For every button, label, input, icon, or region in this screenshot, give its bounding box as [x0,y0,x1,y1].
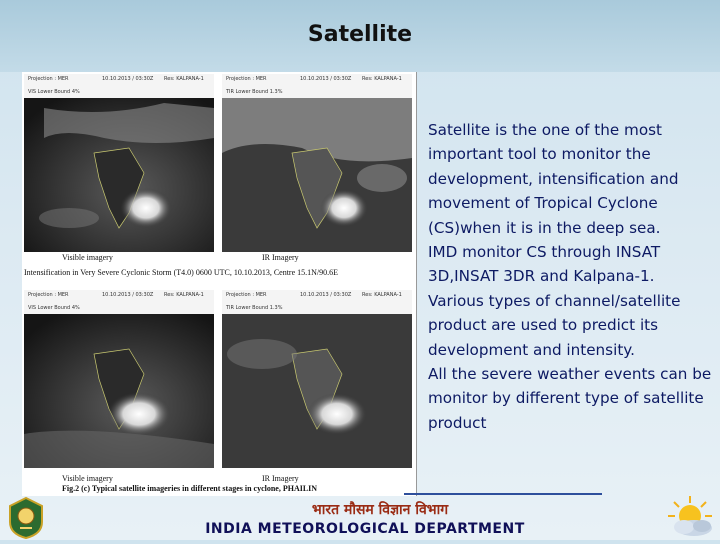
paragraph: Various types of channel/satellite product are used to predict its development and intensity. [428,291,681,359]
department-name: INDIA METEOROLOGICAL DEPARTMENT [205,521,525,537]
panel-band: VIS Lower Bound 4% [28,89,80,95]
sun-cloud-icon [660,494,720,540]
panel-band: TIR Lower Bound 1.3% [226,89,283,95]
satellite-image [222,314,412,468]
panel-band: VIS Lower Bound 4% [28,305,80,311]
panel-datetime: 10.10.2013 / 03:30Z [300,292,352,298]
panel-label-visible: Visible imagery [62,474,113,483]
slide-title: Satellite [307,22,413,47]
satellite-panel-ir-2 [222,290,412,468]
panel-label-visible: Visible imagery [62,253,113,262]
panel-resolution: Res: KALPANA-1 [164,76,204,82]
imd-emblem-icon [6,496,46,540]
figure-caption: Fig.2 (c) Typical satellite imageries in different stages in cyclone, PHAILIN [62,484,318,493]
paragraph: All the severe weather events can be monitor by different type of satellite product [428,365,712,432]
mid-caption: Intensification in Very Severe Cyclonic Storm (T4.0) 0600 UTC, 10.10.2013, Centre 15.1N/90.6E [24,268,339,277]
paragraph: IMD monitor CS through INSAT 3D,INSAT 3DR and Kalpana-1. [428,243,661,286]
satellite-panel-ir-1 [222,74,412,252]
satellite-image [222,98,412,252]
satellite-image [24,314,214,468]
panel-projection: Projection : MER [28,76,69,82]
panel-projection: Projection : MER [226,292,267,298]
panel-band: TIR Lower Bound 1.3% [226,305,283,311]
panel-header [222,74,412,99]
panel-datetime: 10.10.2013 / 03:30Z [102,76,154,82]
paragraph: Satellite is the one of the most important tool to monitor the development, intensification and movement of Tropical Cyclone (CS)when it is in the deep sea. [428,121,679,237]
footer-rule [404,493,602,495]
panel-resolution: Res: KALPANA-1 [362,76,402,82]
panel-datetime: 10.10.2013 / 03:30Z [300,76,352,82]
panel-label-ir: IR Imagery [262,253,299,262]
panel-header [24,290,214,315]
panel-projection: Projection : MER [226,76,267,82]
panel-resolution: Res: KALPANA-1 [164,292,204,298]
satellite-figure [22,72,417,496]
panel-label-ir: IR Imagery [262,474,299,483]
hindi-name: भारत मौसम विज्ञान विभाग [311,502,449,518]
satellite-image [24,98,214,252]
panel-header [24,74,214,99]
satellite-panel-visible-2 [24,290,214,468]
panel-header [222,290,412,315]
satellite-panel-visible-1 [24,74,214,252]
body-text [428,118,714,435]
panel-resolution: Res: KALPANA-1 [362,292,402,298]
panel-datetime: 10.10.2013 / 03:30Z [102,292,154,298]
panel-projection: Projection : MER [28,292,69,298]
